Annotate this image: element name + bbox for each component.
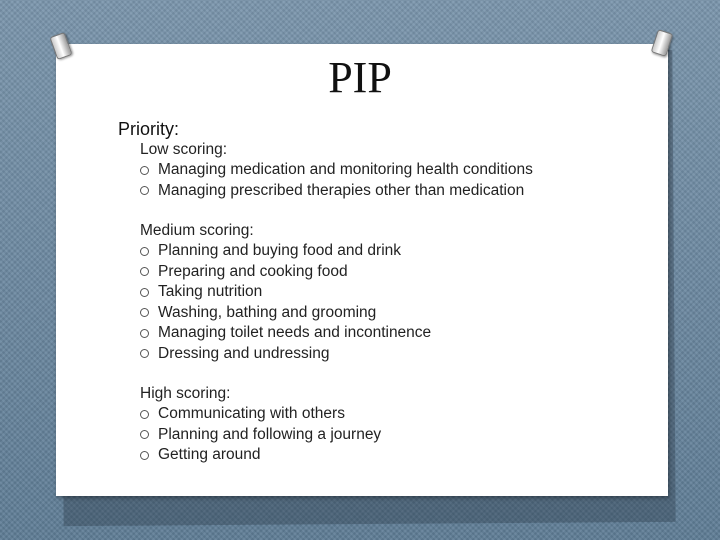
circle-bullet-icon: [140, 247, 149, 256]
list-item-text: Getting around: [158, 446, 261, 463]
list-item: [140, 445, 381, 466]
circle-bullet-icon: [140, 186, 149, 195]
item-list: [140, 404, 381, 466]
list-item: [140, 241, 431, 262]
circle-bullet-icon: [140, 349, 149, 358]
list-item-text: Taking nutrition: [158, 283, 263, 300]
list-item-text: Dressing and undressing: [158, 344, 330, 362]
circle-bullet-icon: [140, 166, 149, 175]
circle-bullet-icon: [140, 288, 149, 297]
list-item-text: Managing prescribed therapies other than medication: [158, 181, 525, 199]
group-label: Low scoring:: [140, 141, 228, 158]
circle-bullet-icon: [140, 451, 149, 460]
item-list: [140, 160, 533, 201]
list-item-text: Washing, bathing and grooming: [158, 303, 377, 321]
circle-bullet-icon: [140, 267, 149, 276]
list-item: [140, 344, 431, 365]
circle-bullet-icon: [140, 308, 149, 317]
list-item-text: Managing toilet needs and incontinence: [158, 324, 432, 341]
high-scoring-group: [140, 384, 381, 466]
list-item: [140, 160, 533, 181]
list-item: [140, 323, 431, 344]
list-item-text: Planning and following a journey: [158, 425, 382, 443]
circle-bullet-icon: [140, 410, 149, 419]
list-item-text: Managing medication and monitoring health conditions: [158, 161, 533, 178]
priority-heading: Priority:: [118, 119, 180, 139]
item-list: [140, 241, 431, 364]
list-item: [140, 262, 431, 283]
medium-scoring-group: [140, 221, 431, 364]
list-item: [140, 425, 381, 446]
list-item: [140, 303, 431, 324]
list-item-text: Planning and buying food and drink: [158, 242, 402, 259]
low-scoring-group: [140, 140, 533, 201]
list-item-text: Communicating with others: [158, 405, 345, 422]
circle-bullet-icon: [140, 430, 149, 439]
list-item: [140, 404, 381, 425]
slide-title: PIP: [328, 53, 392, 102]
group-label: High scoring:: [140, 385, 231, 402]
list-item-text: Preparing and cooking food: [158, 262, 348, 280]
group-label: Medium scoring:: [140, 222, 254, 239]
list-item: [140, 181, 533, 202]
circle-bullet-icon: [140, 329, 149, 338]
list-item: [140, 282, 431, 303]
